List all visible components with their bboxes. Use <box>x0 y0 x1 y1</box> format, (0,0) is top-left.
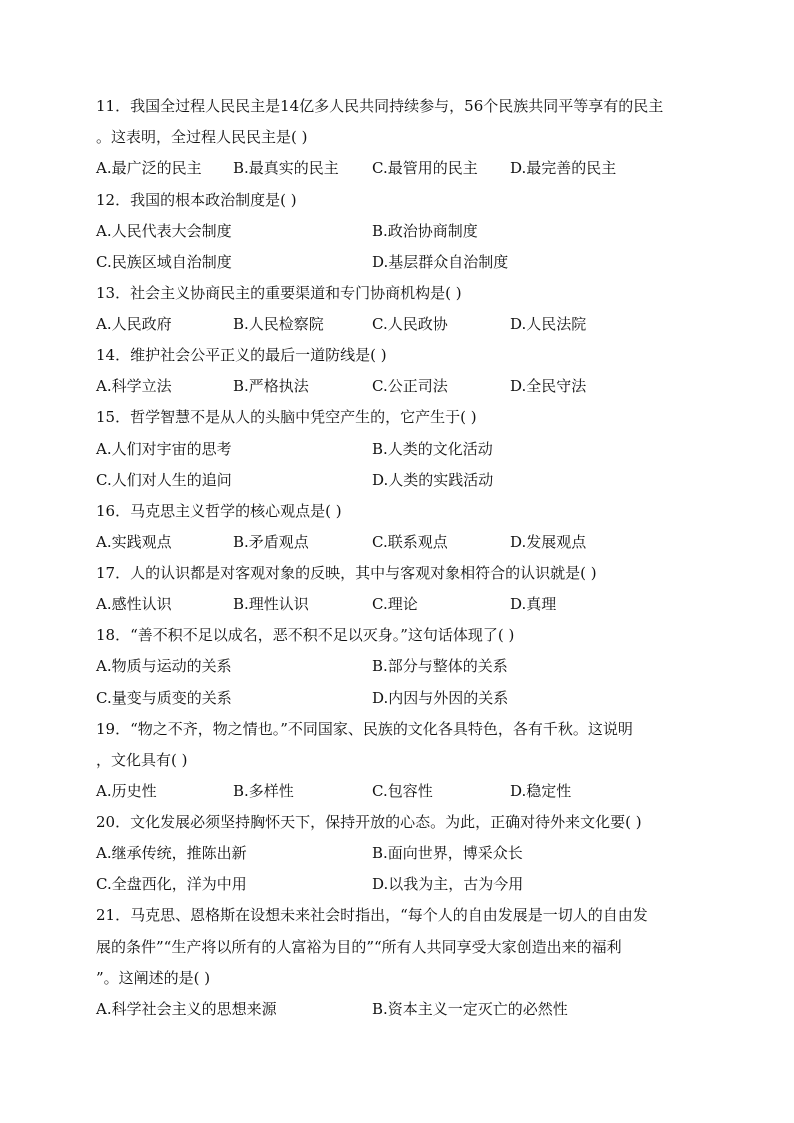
q18-option-a: A.物质与运动的关系 <box>96 657 232 675</box>
q17-option-d: D.真理 <box>510 595 557 613</box>
q11-stem-line-1: 11．我国全过程人民民主是14亿多人民共同持续参与，56个民族共同平等享有的民主 <box>96 97 664 115</box>
q13-option-d: D.人民法院 <box>510 315 587 333</box>
q18-option-b: B.部分与整体的关系 <box>372 657 508 675</box>
q19-stem-line-1: 19．“物之不齐，物之情也。”不同国家、民族的文化各具特色，各有千秋。这说明 <box>96 720 633 738</box>
q14-stem: 14．维护社会公平正义的最后一道防线是( ) <box>96 346 387 364</box>
q11-option-b: B.最真实的民主 <box>233 159 339 177</box>
q13-option-c: C.人民政协 <box>372 315 448 333</box>
q12-stem: 12．我国的根本政治制度是( ) <box>96 191 297 209</box>
q12-option-c: C.民族区域自治制度 <box>96 253 232 271</box>
q16-option-b: B.矛盾观点 <box>233 533 309 551</box>
q21-option-a: A.科学社会主义的思想来源 <box>96 1000 277 1018</box>
q16-stem: 16．马克思主义哲学的核心观点是( ) <box>96 502 342 520</box>
q19-option-d: D.稳定性 <box>510 782 572 800</box>
q19-option-c: C.包容性 <box>372 782 433 800</box>
q11-option-a: A.最广泛的民主 <box>96 159 202 177</box>
q15-stem: 15．哲学智慧不是从人的头脑中凭空产生的，它产生于( ) <box>96 408 477 426</box>
q15-option-b: B.人类的文化活动 <box>372 440 493 458</box>
q16-option-c: C.联系观点 <box>372 533 448 551</box>
q21-stem-line-1: 21．马克思、恩格斯在设想未来社会时指出，“每个人的自由发展是一切人的自由发 <box>96 906 648 924</box>
q19-option-b: B.多样性 <box>233 782 294 800</box>
q18-option-c: C.量变与质变的关系 <box>96 689 232 707</box>
q13-option-a: A.人民政府 <box>96 315 172 333</box>
q20-stem: 20．文化发展必须坚持胸怀天下，保持开放的心态。为此，正确对待外来文化要( ) <box>96 813 642 831</box>
q20-option-d: D.以我为主，古为今用 <box>372 875 524 893</box>
q21-stem-line-3: ”。这阐述的是( ) <box>96 969 211 987</box>
q17-option-b: B.理性认识 <box>233 595 309 613</box>
q19-stem-line-2: ，文化具有( ) <box>96 751 188 769</box>
q14-option-a: A.科学立法 <box>96 377 172 395</box>
q21-stem-line-2: 展的条件”“生产将以所有的人富裕为目的”“所有人共同享受大家创造出来的福利 <box>96 938 622 956</box>
q12-option-d: D.基层群众自治制度 <box>372 253 509 271</box>
q21-option-b: B.资本主义一定灭亡的必然性 <box>372 1000 568 1018</box>
q11-option-d: D.最完善的民主 <box>510 159 617 177</box>
q13-option-b: B.人民检察院 <box>233 315 324 333</box>
q15-option-d: D.人类的实践活动 <box>372 471 494 489</box>
q14-option-c: C.公正司法 <box>372 377 448 395</box>
q16-option-d: D.发展观点 <box>510 533 587 551</box>
q11-stem-line-2: 。这表明，全过程人民民主是( ) <box>96 128 308 146</box>
q11-option-c: C.最管用的民主 <box>372 159 478 177</box>
q15-option-a: A.人们对宇宙的思考 <box>96 440 232 458</box>
q18-stem: 18．“善不积不足以成名，恶不积不足以灭身。”这句话体现了( ) <box>96 626 515 644</box>
q17-option-a: A.感性认识 <box>96 595 172 613</box>
q14-option-b: B.严格执法 <box>233 377 309 395</box>
q20-option-b: B.面向世界，博采众长 <box>372 844 523 862</box>
q16-option-a: A.实践观点 <box>96 533 172 551</box>
q12-option-b: B.政治协商制度 <box>372 222 478 240</box>
q14-option-d: D.全民守法 <box>510 377 587 395</box>
q19-option-a: A.历史性 <box>96 782 157 800</box>
q15-option-c: C.人们对人生的追问 <box>96 471 232 489</box>
q20-option-c: C.全盘西化，洋为中用 <box>96 875 247 893</box>
q13-stem: 13．社会主义协商民主的重要渠道和专门协商机构是( ) <box>96 284 462 302</box>
q18-option-d: D.内因与外因的关系 <box>372 689 509 707</box>
q17-option-c: C.理论 <box>372 595 418 613</box>
q17-stem: 17．人的认识都是对客观对象的反映，其中与客观对象相符合的认识就是( ) <box>96 564 597 582</box>
q20-option-a: A.继承传统，推陈出新 <box>96 844 247 862</box>
q12-option-a: A.人民代表大会制度 <box>96 222 232 240</box>
